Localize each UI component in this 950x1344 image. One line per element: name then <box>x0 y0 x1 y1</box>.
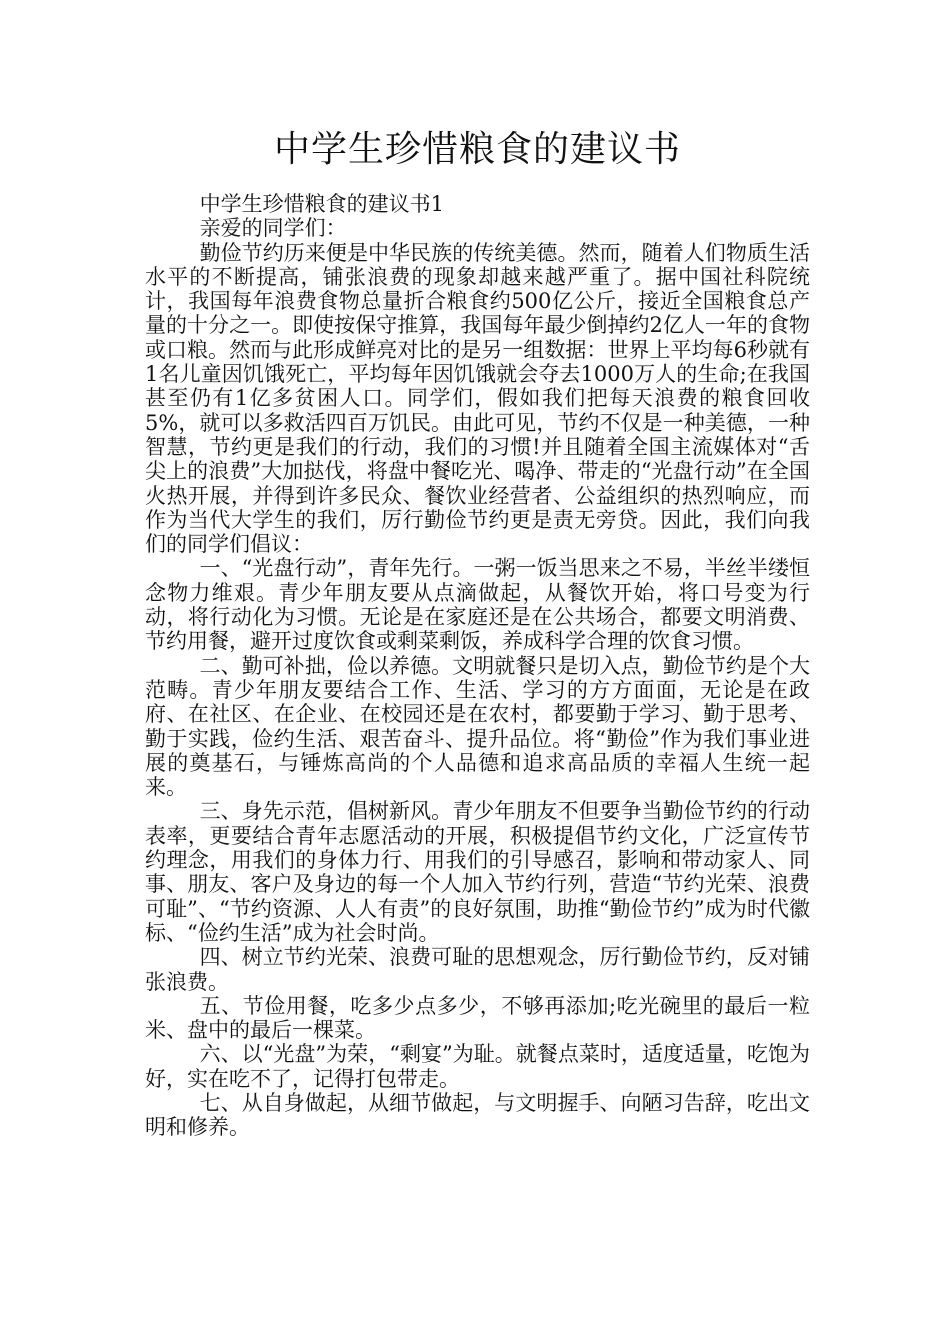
paragraph-proposal-1: 一、“光盘行动”，青年先行。一粥一饭当思来之不易，半丝半缕恒念物力维艰。青少年朋友要从点滴做起，从餐饮开始，将口号变为行动，将行动化为习惯。无论是在家庭还是在公共场合，都要文明消费、节约用餐，避开过度饮食或剩菜剩饭，养成科学合理的饮食习惯。 <box>145 556 810 654</box>
paragraph-proposal-3: 三、身先示范，倡树新风。青少年朋友不但要争当勤俭节约的行动表率，更要结合青年志愿活动的开展，积极提倡节约文化，广泛宣传节约理念，用我们的身体力行、用我们的引导感召，影响和带动家人、同事、朋友、客户及身边的每一个人加入节约行列，营造“节约光荣、浪费可耻”、“节约资源、人人有责”的良好氛围，助推“勤俭节约”成为时代徽标、“俭约生活”成为社会时尚。 <box>145 799 810 945</box>
paragraph-proposal-2: 二、勤可补拙，俭以养德。文明就餐只是切入点，勤俭节约是个大范畴。青少年朋友要结合工作、生活、学习的方方面面，无论是在政府、在社区、在企业、在校园还是在农村，都要勤于学习、勤于思考、勤于实践，俭约生活、艰苦奋斗、提升品位。将“勤俭”作为我们事业进展的奠基石，与锤炼高尚的个人品德和追求高品质的幸福人生统一起来。 <box>145 653 810 800</box>
document-body <box>145 192 810 1140</box>
paragraph-proposal-4: 四、树立节约光荣、浪费可耻的思想观念，厉行勤俭节约，反对铺张浪费。 <box>145 945 810 994</box>
document-subtitle: 中学生珍惜粮食的建议书1 <box>199 192 444 216</box>
document-title: 中学生珍惜粮食的建议书 <box>273 129 681 170</box>
paragraph-intro: 勤俭节约历来便是中华民族的传统美德。然而，随着人们物质生活水平的不断提高，铺张浪费的现象却越来越严重了。据中国社科院统计，我国每年浪费食物总量折合粮食约500亿公斤，接近全国粮食总产量的十分之一。即使按保守推算，我国每年最少倒掉约2亿人一年的食物或口粮。然而与此形成鲜亮对比的是另一组数据：世界上平均每6秒就有1名儿童因饥饿死亡，平均每年因饥饿就会夺去1000万人的生命;在我国甚至仍有1亿多贫困人口。同学们，假如我们把每天浪费的粮食回收5%，就可以多救活四百万饥民。由此可见，节约不仅是一种美德，一种智慧，节约更是我们的行动，我们的习惯!并且随着全国主流媒体对“舌尖上的浪费”大加挞伐，将盘中餐吃光、喝净、带走的“光盘行动”在全国火热开展，并得到许多民众、餐饮业经营者、公益组织的热烈响应，而作为当代大学生的我们，厉行勤俭节约更是责无旁贷。因此，我们向我们的同学们倡议： <box>145 240 810 557</box>
paragraph-proposal-6: 六、以“光盘”为荣，“剩宴”为耻。就餐点菜时，适度适量，吃饱为好，实在吃不了，记得打包带走。 <box>145 1042 810 1091</box>
paragraph-proposal-5: 五、节俭用餐，吃多少点多少，不够再添加;吃光碗里的最后一粒米、盘中的最后一棵菜。 <box>145 993 810 1043</box>
document-page <box>145 120 810 1140</box>
paragraph-proposal-7: 七、从自身做起，从细节做起，与文明握手、向陋习告辞，吃出文明和修养。 <box>145 1090 810 1140</box>
salutation: 亲爱的同学们： <box>199 216 347 241</box>
